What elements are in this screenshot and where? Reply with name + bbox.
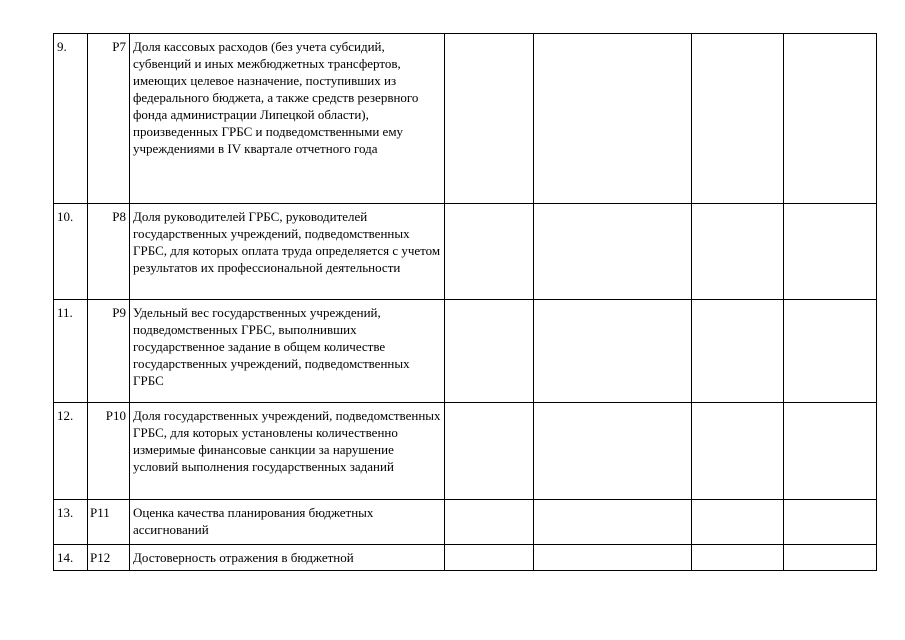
indicator-description: Достоверность отражения в бюджетной (130, 545, 445, 571)
indicator-description: Доля руководителей ГРБС, руководителей государственных учреждений, подведомственных ГРБС, для которых оплата труда определяется с учетом результатов их профессиональной деятельности (130, 204, 445, 300)
table-row (54, 34, 877, 204)
row-number: 14. (54, 545, 88, 571)
empty-cell (445, 403, 534, 500)
empty-cell (784, 204, 877, 300)
indicator-code: Р11 (88, 500, 130, 545)
empty-cell (784, 300, 877, 403)
empty-cell (445, 545, 534, 571)
indicator-code: Р7 (88, 34, 130, 204)
indicator-description: Оценка качества планирования бюджетных ассигнований (130, 500, 445, 545)
row-number: 9. (54, 34, 88, 204)
indicator-description: Удельный вес государственных учреждений, подведомственных ГРБС, выполнивших государственное задание в общем количестве государственных учреждений, подведомственных ГРБС (130, 300, 445, 403)
indicator-code: Р12 (88, 545, 130, 571)
indicator-code: Р10 (88, 403, 130, 500)
empty-cell (692, 403, 784, 500)
empty-cell (692, 500, 784, 545)
row-number: 12. (54, 403, 88, 500)
empty-cell (534, 545, 692, 571)
empty-cell (692, 300, 784, 403)
empty-cell (534, 34, 692, 204)
indicator-table (53, 33, 877, 571)
empty-cell (784, 500, 877, 545)
empty-cell (445, 300, 534, 403)
empty-cell (445, 34, 534, 204)
empty-cell (445, 500, 534, 545)
table-row (54, 500, 877, 545)
empty-cell (534, 300, 692, 403)
empty-cell (445, 204, 534, 300)
row-number: 10. (54, 204, 88, 300)
indicator-description: Доля кассовых расходов (без учета субсидий, субвенций и иных межбюджетных трансфертов, имеющих целевое назначение, поступивших из федерального бюджета, а также средств резервного фонда администрации Липецкой области), произведенных ГРБС и подведомственными ему учреждениями в IV квартале отчетного года (130, 34, 445, 204)
table-row (54, 403, 877, 500)
indicator-code: Р9 (88, 300, 130, 403)
table-row (54, 204, 877, 300)
empty-cell (784, 403, 877, 500)
indicator-code: Р8 (88, 204, 130, 300)
empty-cell (692, 34, 784, 204)
table-row (54, 300, 877, 403)
empty-cell (784, 34, 877, 204)
indicator-description: Доля государственных учреждений, подведомственных ГРБС, для которых установлены количественно измеримые финансовые санкции за нарушение условий выполнения государственных заданий (130, 403, 445, 500)
empty-cell (692, 204, 784, 300)
empty-cell (534, 403, 692, 500)
empty-cell (784, 545, 877, 571)
table-row (54, 545, 877, 571)
row-number: 13. (54, 500, 88, 545)
empty-cell (692, 545, 784, 571)
row-number: 11. (54, 300, 88, 403)
empty-cell (534, 204, 692, 300)
empty-cell (534, 500, 692, 545)
